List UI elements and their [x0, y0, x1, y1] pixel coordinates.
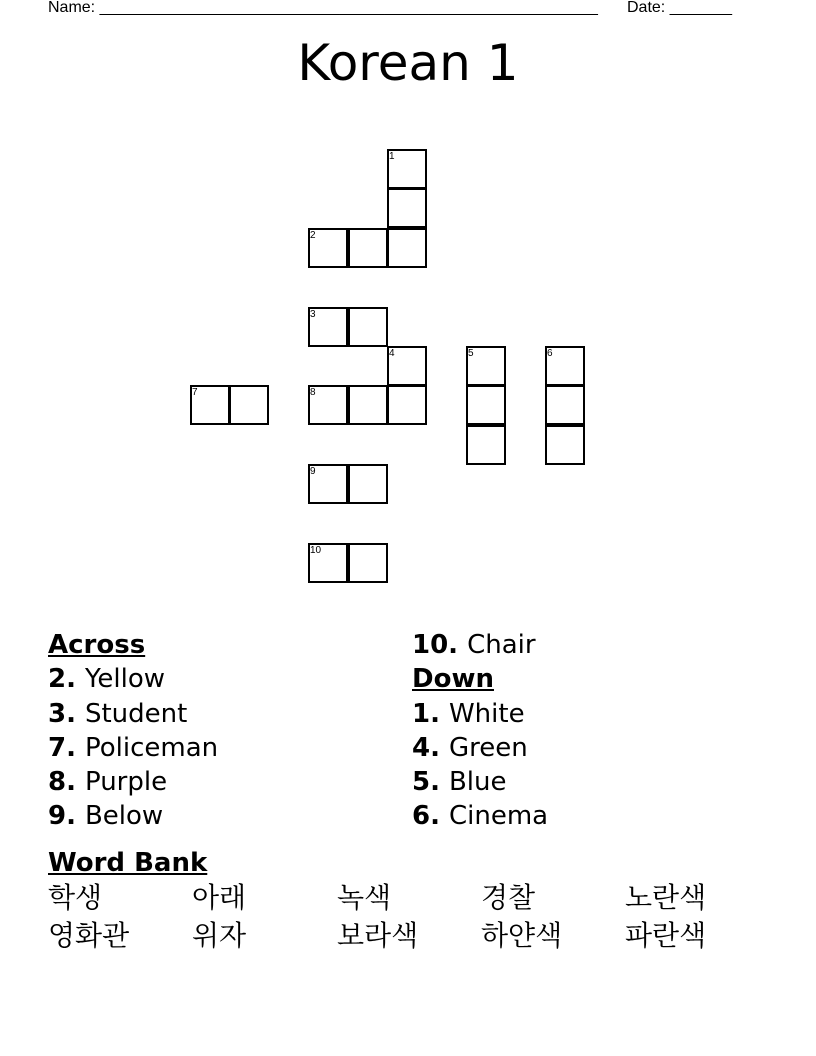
clue-number: 7.	[48, 732, 76, 763]
down-heading: Down	[412, 664, 494, 695]
cell-number: 6	[547, 348, 553, 359]
word-bank-item: 노란색	[625, 881, 707, 914]
clue-number: 6.	[412, 801, 440, 832]
clue-text: Policeman	[84, 732, 219, 763]
clue-number: 10.	[412, 630, 459, 660]
word-bank-item: 위자	[192, 919, 247, 952]
cell-number: 9	[310, 466, 316, 477]
clue-across-2	[48, 662, 218, 696]
word-bank-item: 학생	[48, 881, 103, 914]
clue-across-3	[48, 697, 218, 731]
clue-text: Student	[84, 698, 188, 729]
crossword-cell[interactable]	[387, 228, 427, 268]
clue-number: 1.	[412, 698, 440, 729]
crossword-cell[interactable]	[348, 464, 388, 504]
word-bank-item: 보라색	[337, 919, 419, 952]
clue-number: 9.	[48, 801, 76, 832]
word-bank-item: 경찰	[481, 881, 536, 914]
crossword-cell[interactable]	[348, 307, 388, 347]
crossword-cell[interactable]	[348, 385, 388, 425]
word-bank-item: 아래	[192, 881, 247, 914]
clue-number: 2.	[48, 664, 76, 695]
crossword-cell[interactable]	[466, 425, 506, 465]
clue-text: Chair	[467, 630, 536, 660]
crossword-cell[interactable]	[348, 228, 388, 268]
clue-down-4	[412, 731, 548, 765]
word-bank-item: 파란색	[625, 919, 707, 952]
date-field-label: Date: _______	[627, 0, 732, 16]
clue-across-8	[48, 765, 218, 799]
word-bank-title: Word Bank	[48, 848, 208, 878]
across-clues	[48, 628, 218, 834]
clue-text: Purple	[84, 767, 168, 798]
crossword-cell[interactable]	[466, 385, 506, 425]
cell-number: 4	[389, 348, 395, 359]
clue-down-1	[412, 697, 548, 731]
crossword-cell[interactable]	[387, 188, 427, 228]
clue-number: 4.	[412, 732, 440, 763]
clue-across-7	[48, 731, 218, 765]
cell-number: 2	[310, 230, 316, 241]
clue-text: Green	[448, 732, 528, 763]
clue-down-6	[412, 799, 548, 833]
cell-number: 10	[310, 545, 322, 556]
clue-number: 3.	[48, 698, 76, 729]
crossword-cell[interactable]	[545, 385, 585, 425]
clue-text: Blue	[448, 767, 507, 798]
word-bank-item: 녹색	[337, 881, 392, 914]
cell-number: 3	[310, 309, 316, 320]
cell-number: 1	[389, 151, 395, 162]
cell-number: 5	[468, 348, 474, 359]
clue-down-5	[412, 765, 548, 799]
clue-text: White	[448, 698, 525, 729]
clue-number: 8.	[48, 767, 76, 798]
clue-across-10	[412, 628, 548, 662]
page-title: Korean 1	[297, 34, 519, 92]
down-clues	[412, 628, 548, 834]
crossword-cell[interactable]	[348, 543, 388, 583]
crossword-cell[interactable]	[229, 385, 269, 425]
cell-number: 7	[192, 387, 198, 398]
name-field-label: Name: ________________________________________________________	[48, 0, 598, 16]
cell-number: 8	[310, 387, 316, 398]
word-bank-item: 하얀색	[481, 919, 563, 952]
word-bank-item: 영화관	[48, 919, 130, 952]
clue-text: Below	[84, 801, 164, 832]
crossword-cell[interactable]	[387, 385, 427, 425]
crossword-cell[interactable]	[545, 425, 585, 465]
clue-text: Yellow	[84, 664, 166, 695]
clue-number: 5.	[412, 767, 440, 798]
across-heading: Across	[48, 630, 146, 660]
clue-across-9	[48, 799, 218, 833]
clue-text: Cinema	[448, 801, 549, 832]
